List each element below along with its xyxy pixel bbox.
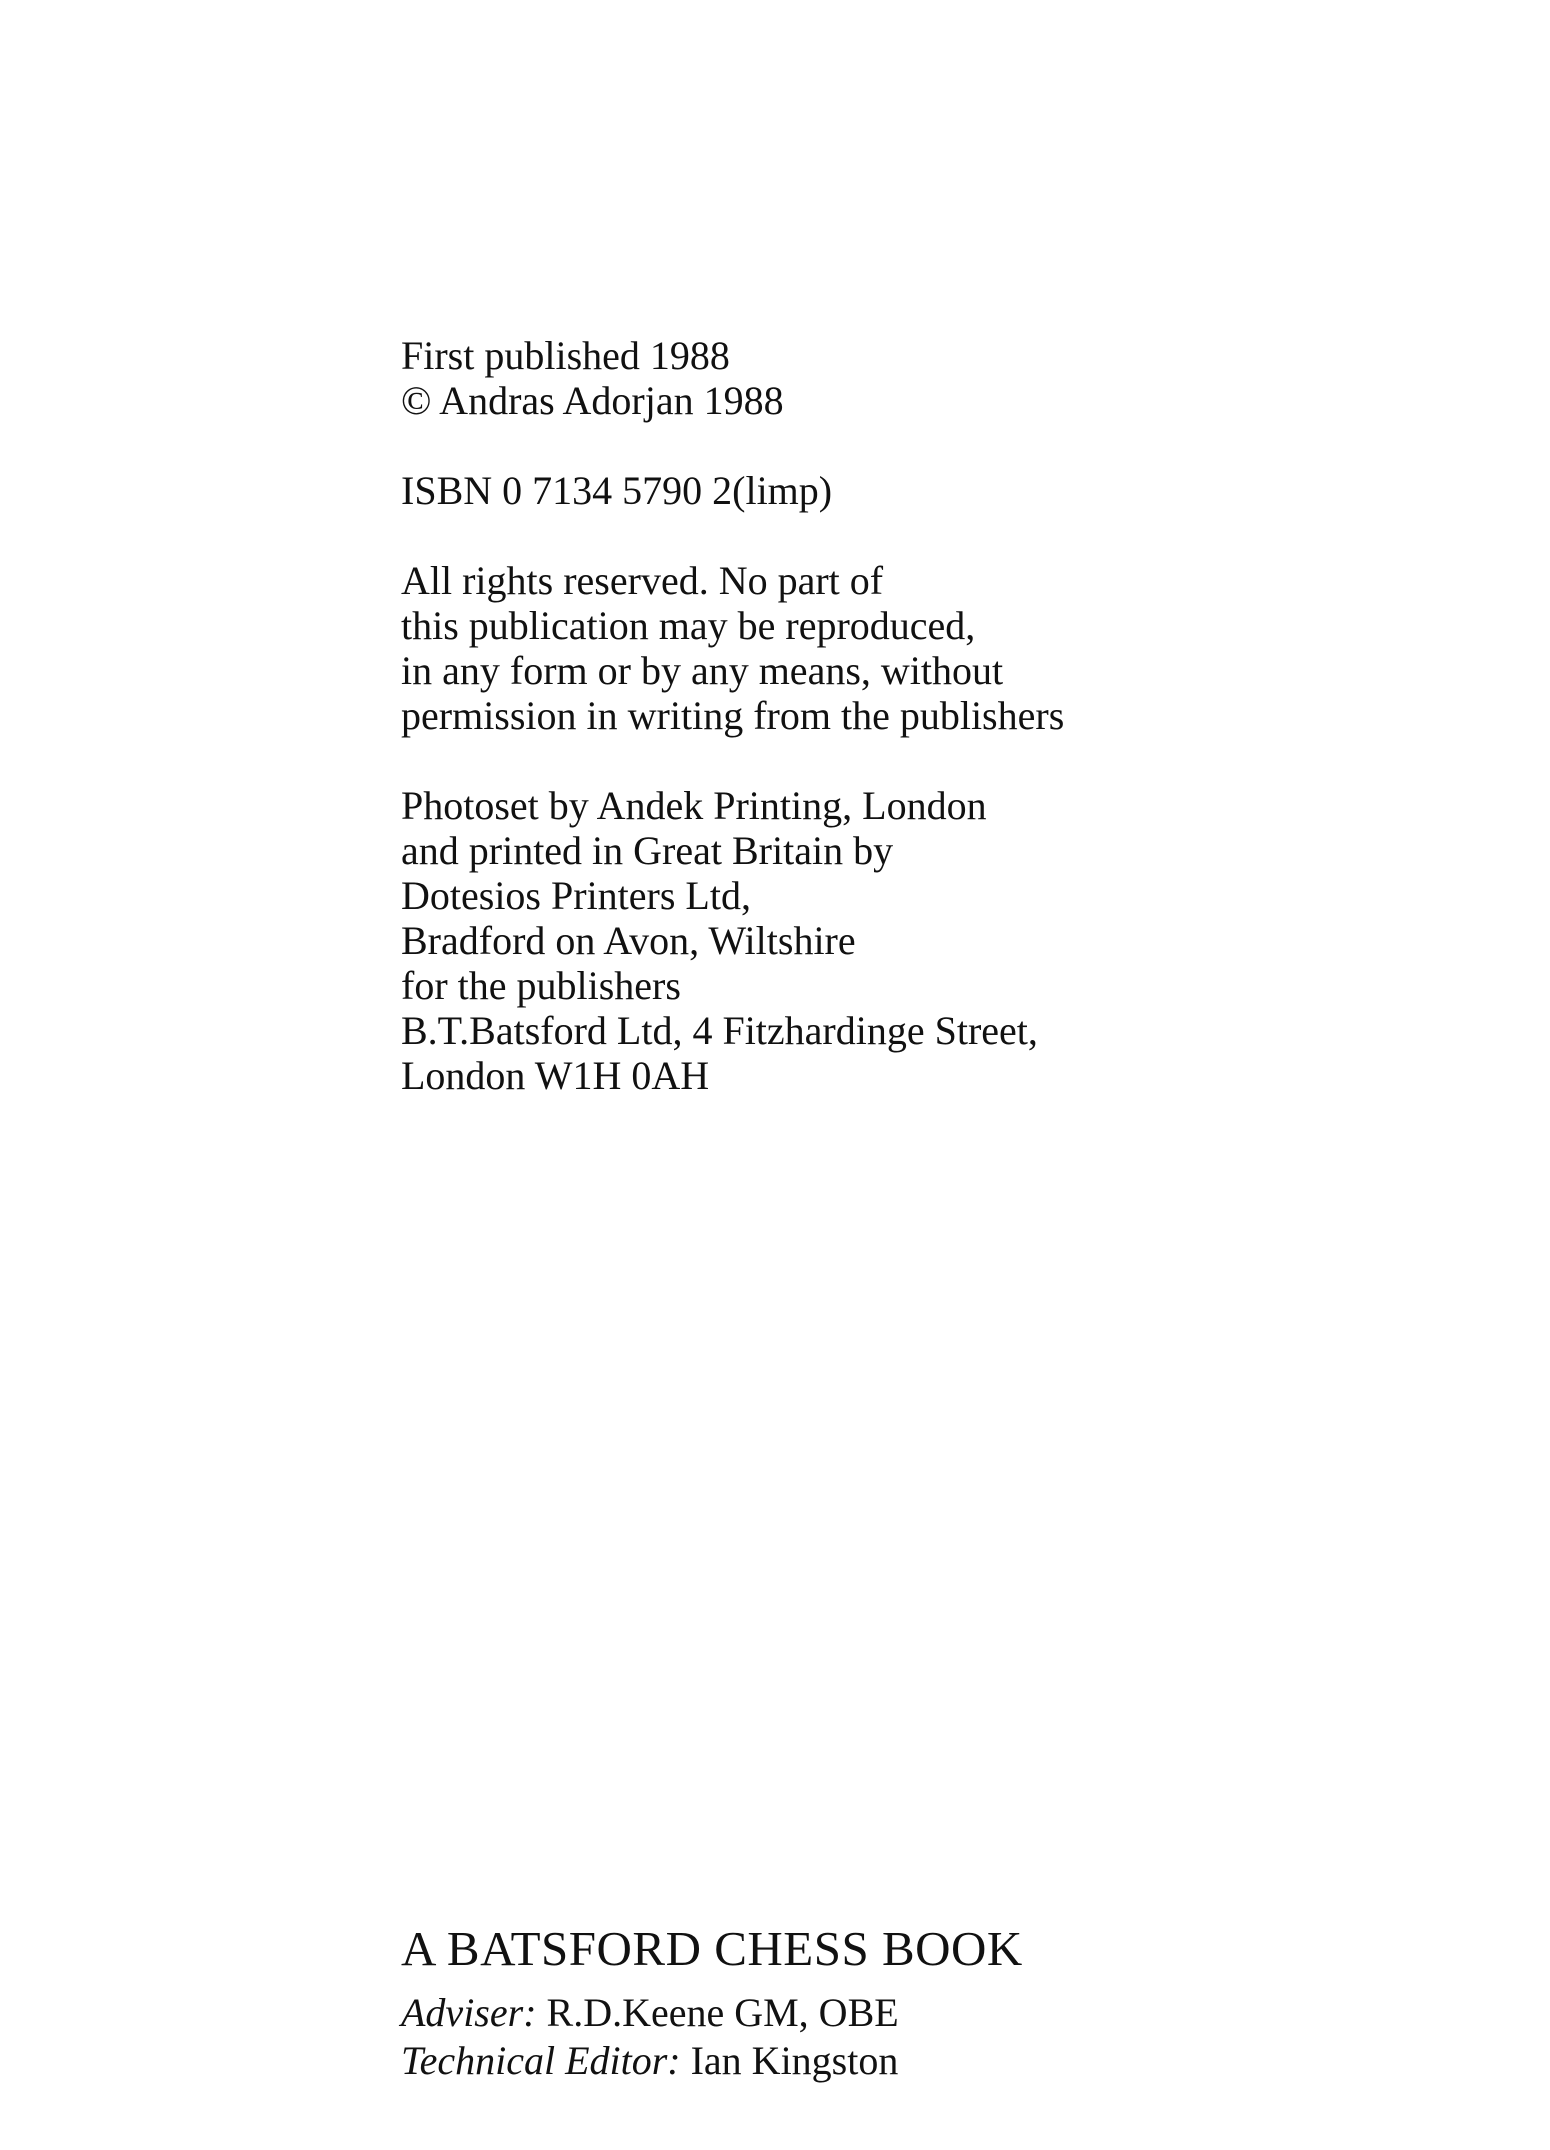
first-published-line: First published 1988	[401, 333, 730, 378]
editor-name: Ian Kingston	[690, 2038, 899, 2083]
isbn-info	[401, 468, 1401, 513]
printing-line: Photoset by Andek Printing, London	[401, 783, 987, 828]
printing-line: B.T.Batsford Ltd, 4 Fitzhardinge Street,	[401, 1008, 1038, 1053]
series-title: A BATSFORD CHESS BOOK	[401, 1921, 1023, 1976]
copyright-page-block	[401, 333, 1401, 1098]
editor-label: Technical Editor:	[401, 2038, 681, 2083]
series-info	[401, 1918, 1401, 2085]
rights-line: in any form or by any means, without	[401, 648, 1004, 693]
rights-line: All rights reserved. No part of	[401, 558, 884, 603]
isbn-line: ISBN 0 7134 5790 2(limp)	[401, 468, 833, 513]
adviser-credit	[401, 1989, 1401, 2037]
printing-info	[401, 783, 1401, 1098]
printing-line: Dotesios Printers Ltd,	[401, 873, 751, 918]
publication-info	[401, 333, 1401, 423]
adviser-name: R.D.Keene GM, OBE	[546, 1990, 899, 2035]
printing-line: and printed in Great Britain by	[401, 828, 894, 873]
printing-line: for the publishers	[401, 963, 681, 1008]
rights-line: permission in writing from the publishers	[401, 693, 1065, 738]
editor-credit	[401, 2037, 1401, 2085]
printing-line: Bradford on Avon, Wiltshire	[401, 918, 856, 963]
copyright-line: © Andras Adorjan 1988	[401, 378, 784, 423]
rights-notice	[401, 558, 1401, 738]
adviser-label: Adviser:	[401, 1990, 537, 2035]
printing-line: London W1H 0AH	[401, 1053, 710, 1098]
rights-line: this publication may be reproduced,	[401, 603, 976, 648]
